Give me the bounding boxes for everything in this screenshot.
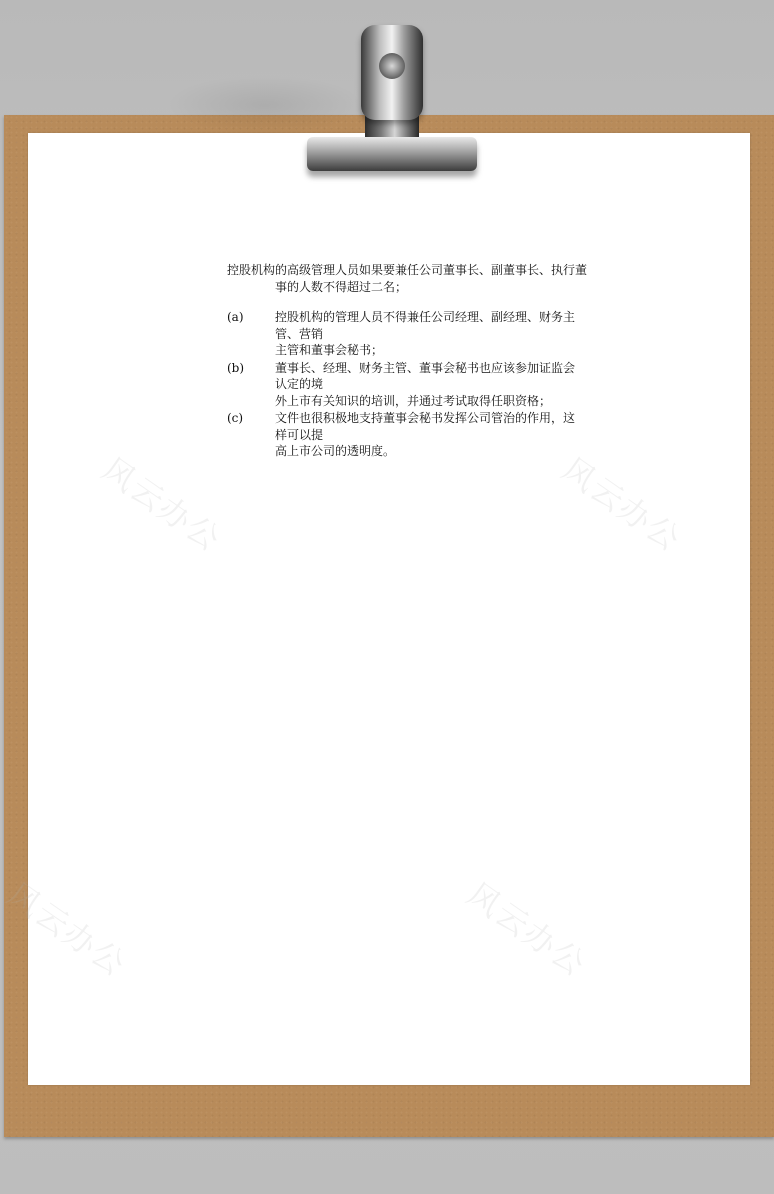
watermark: 风云办公 <box>555 450 689 560</box>
item-line-1: 控股机构的管理人员不得兼任公司经理、副经理、财务主管、营销 <box>275 310 576 341</box>
intro-paragraph <box>227 262 607 295</box>
list-item <box>227 360 607 410</box>
clip-ring <box>361 25 423 120</box>
item-marker: (c) <box>227 411 244 425</box>
item-marker: (b) <box>227 360 245 375</box>
item-line-2: 高上市公司的透明度。 <box>275 444 396 458</box>
binder-clip <box>305 25 480 180</box>
list-item <box>227 309 607 359</box>
item-marker: (a) <box>227 310 244 324</box>
clip-base <box>307 137 477 171</box>
item-line-2: 主管和董事会秘书； <box>275 343 384 357</box>
watermark: 风云办公 <box>460 875 594 985</box>
clip-shadow <box>165 75 365 135</box>
list-item <box>227 410 607 460</box>
item-line-1: 文件也很积极地支持董事会秘书发挥公司管治的作用，这样可以提 <box>275 411 576 442</box>
item-line-2: 外上市有关知识的培训，并通过考试取得任职资格； <box>275 393 552 408</box>
item-line-1: 董事长、经理、财务主管、董事会秘书也应该参加证监会认定的境 <box>275 360 576 391</box>
intro-line-2: 事的人数不得超过二名； <box>275 279 408 294</box>
document-text <box>227 262 607 461</box>
intro-line-1: 控股机构的高级管理人员如果要兼任公司董事长、副董事长、执行董 <box>227 263 588 277</box>
watermark: 风云办公 <box>95 450 229 560</box>
watermark: 风云办公 <box>0 875 134 985</box>
